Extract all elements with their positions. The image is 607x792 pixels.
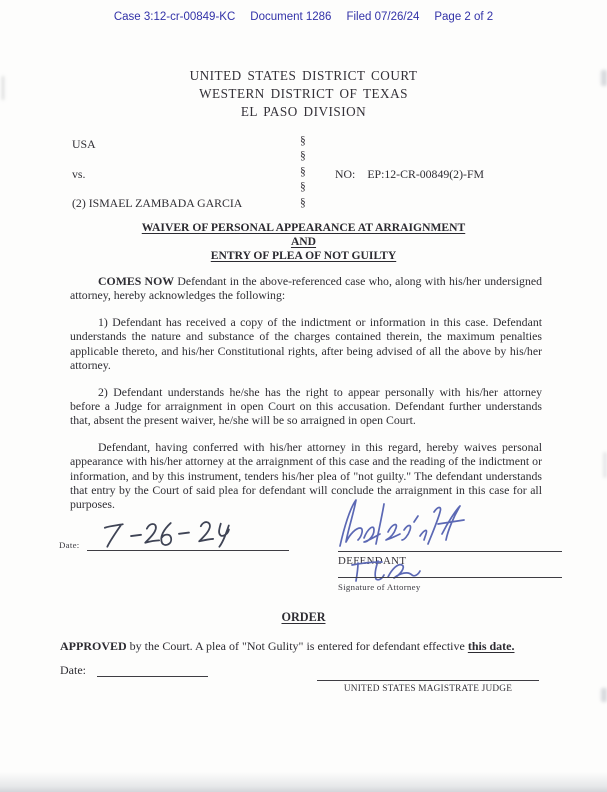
scan-artifact-right-mid	[603, 452, 607, 478]
comes-now-bold: COMES NOW	[98, 274, 175, 288]
scan-artifact-right-top	[601, 70, 607, 86]
section-symbol: §	[300, 181, 306, 194]
court-district: WESTERN DISTRICT OF TEXAS	[199, 85, 408, 101]
case-no-value: EP:12-CR-00849(2)-FM	[367, 167, 484, 181]
case-number: Case 3:12-cr-00849-KC	[113, 11, 236, 23]
paragraph-1: 1) Defendant has received a copy of the indictment or information in this case. Defendant understands the nature and substance of the charges contained therein, the maximum penalties applicable thereto, and his/her Constitutional rights, after being advised of all the above by his/her attorney.	[70, 315, 542, 372]
title-line-2: AND	[290, 235, 317, 248]
document-body	[70, 274, 542, 524]
approved-bold: APPROVED	[60, 639, 127, 653]
order-heading	[0, 610, 607, 625]
defendant-label: DEFENDANT	[338, 555, 407, 567]
case-no-label: NO:	[335, 167, 356, 181]
order-heading-text: ORDER	[281, 610, 326, 624]
court-name: UNITED STATES DISTRICT COURT	[189, 68, 418, 83]
document-number: Document 1286	[250, 11, 332, 23]
court-division: EL PASO DIVISION	[240, 103, 367, 119]
approved-this-date: this date.	[467, 639, 515, 653]
paragraph-comes-now	[70, 274, 542, 303]
versus-label: vs.	[72, 167, 86, 181]
paragraph-waiver: Defendant, having conferred with his/her attorney in this regard, hereby waives personal appearance with his/her attorney at the arraignment of this case and the reading of the indictment or information, and by this instrument, tenders his/her plea of "not guilty." The defendant understands that entry by the Court of said plea for defendant will conclude the arraignment in this case for all purposes.	[70, 440, 542, 512]
section-symbol: §	[300, 196, 306, 209]
judge-signature-line	[317, 680, 539, 681]
document-title	[0, 221, 607, 263]
defendant-name: (2) ISMAEL ZAMBADA GARCIA	[72, 196, 243, 210]
scan-shadow-bottom	[0, 772, 607, 792]
order-date-line	[97, 676, 208, 677]
filed-date: Filed 07/26/24	[346, 11, 420, 23]
comes-now-rest: Defendant in the above-referenced case who, along with his/her undersigned attorney, hereby acknowledges the following:	[70, 274, 542, 303]
attorney-signature-line	[338, 577, 562, 578]
approved-line	[60, 639, 515, 654]
approved-text: by the Court. A plea of "Not Gulity" is entered for defendant effective	[126, 639, 468, 653]
section-symbol: §	[300, 165, 306, 178]
scan-artifact-left-edge	[2, 76, 4, 100]
paragraph-2: 2) Defendant understands he/she has the right to appear personally with his/her attorney before a Judge for arraignment in open Court on this accusation. Defendant further understands that, absent the present waiver, he/she will be so arraigned in open Court.	[70, 384, 542, 428]
date-signature-line	[87, 550, 289, 551]
page-indicator: Page 2 of 2	[434, 11, 494, 23]
date-label: Date:	[59, 540, 80, 550]
defendant-signature-line	[338, 551, 562, 552]
case-number-line	[335, 167, 484, 182]
plaintiff-name: USA	[72, 137, 96, 151]
title-line-1: WAIVER OF PERSONAL APPEARANCE AT ARRAIGNMENT	[141, 221, 466, 234]
attorney-label: Signature of Attorney	[338, 582, 421, 592]
scan-artifact-right-bottom	[601, 688, 607, 702]
judge-label: UNITED STATES MAGISTRATE JUDGE	[343, 684, 513, 694]
section-symbol: §	[300, 150, 306, 163]
order-date-label: Date:	[60, 663, 86, 677]
section-symbol-column	[300, 134, 306, 211]
pacer-header	[0, 11, 607, 23]
title-line-3: ENTRY OF PLEA OF NOT GUILTY	[210, 249, 397, 262]
court-heading	[0, 67, 607, 120]
section-symbol: §	[300, 135, 306, 147]
